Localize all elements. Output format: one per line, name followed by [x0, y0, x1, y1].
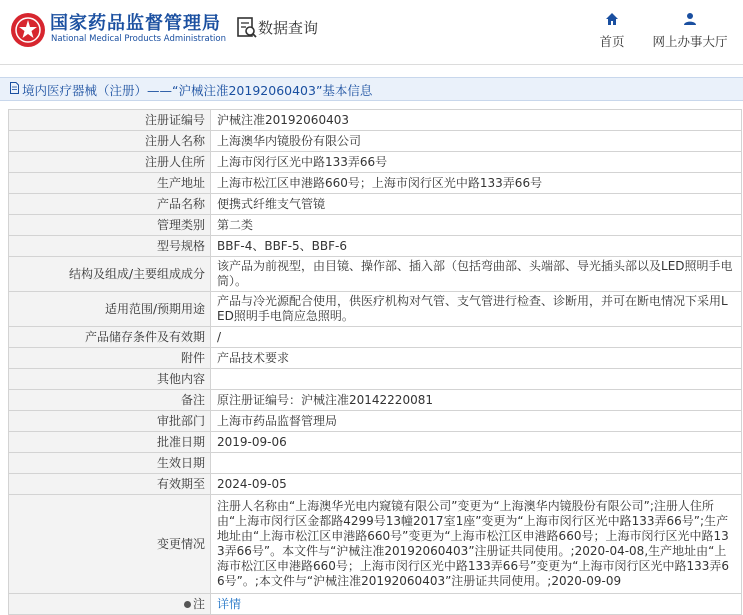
field-value: 上海市药品监督管理局 [211, 411, 742, 432]
field-label: 生产地址 [9, 173, 211, 194]
nav-service-hall-link[interactable] [648, 12, 732, 50]
org-name-cn: 国家药品监督管理局 [50, 13, 221, 34]
table-row [9, 411, 742, 432]
house-icon [605, 12, 619, 26]
field-value [211, 453, 742, 474]
field-value: / [211, 327, 742, 348]
note-label-cell [9, 594, 211, 615]
nav-service-hall-label: 网上办事大厅 [652, 34, 728, 49]
field-label: 注册人名称 [9, 131, 211, 152]
field-value: 便携式纤维支气管镜 [211, 194, 742, 215]
table-row [9, 215, 742, 236]
table-row [9, 474, 742, 495]
registration-info-table [8, 109, 742, 615]
table-row [9, 390, 742, 411]
nav-home-label: 首页 [599, 34, 625, 49]
field-value: 上海市松江区申港路660号；上海市闵行区光中路133弄66号 [211, 173, 742, 194]
field-label: 审批部门 [9, 411, 211, 432]
field-label: 型号规格 [9, 236, 211, 257]
table-row [9, 453, 742, 474]
table-row [9, 110, 742, 131]
document-search-icon [236, 16, 258, 40]
field-label: 变更情况 [9, 495, 211, 594]
field-label: 注册证编号 [9, 110, 211, 131]
field-label: 结构及组成/主要组成成分 [9, 257, 211, 292]
field-label: 备注 [9, 390, 211, 411]
org-name-en: National Medical Products Administration [51, 34, 226, 44]
data-query-title: 数据查询 [258, 19, 319, 37]
table-row [9, 236, 742, 257]
nav-home-link[interactable] [594, 12, 630, 50]
table-row [9, 131, 742, 152]
bulb-icon [184, 601, 191, 608]
field-label: 生效日期 [9, 453, 211, 474]
field-value: 沪械注准20192060403 [211, 110, 742, 131]
table-row [9, 173, 742, 194]
field-value: 注册人名称由“上海澳华光电内窥镜有限公司”变更为“上海澳华内镜股份有限公司”;注册人住所由“上海市闵行区金都路4299号13幢2017室1座”变更为“上海市闵行区光中路133弄66号”;生产地址由“上海市松江区申港路660号”变更为“上海市松江区申港路660号；上海市闵行区光中路133弄66号”。本文件与“沪械注准20192060403”注册证共同使用。;2020-04-08,生产地址由“上海市松江区申港路660号；上海市闵行区光中路133弄66号”变更为“上海市闵行区光中路133弄66号”。;本文件与“沪械注准20192060403”注册证共同使用。;2020-09-09 [211, 495, 742, 594]
field-value [211, 369, 742, 390]
field-value: 2024-09-05 [211, 474, 742, 495]
note-label: 注 [192, 596, 205, 611]
field-label: 产品名称 [9, 194, 211, 215]
table-row [9, 348, 742, 369]
table-row [9, 495, 742, 594]
table-row [9, 369, 742, 390]
field-label: 附件 [9, 348, 211, 369]
table-row [9, 327, 742, 348]
field-label: 管理类别 [9, 215, 211, 236]
nmpa-emblem-icon [10, 12, 46, 48]
table-row [9, 152, 742, 173]
table-row [9, 292, 742, 327]
person-icon [683, 12, 697, 26]
field-value: 上海市闵行区光中路133弄66号 [211, 152, 742, 173]
field-label: 有效期至 [9, 474, 211, 495]
field-value: 上海澳华内镜股份有限公司 [211, 131, 742, 152]
table-row [9, 194, 742, 215]
field-value: 原注册证编号：沪械注准20142220081 [211, 390, 742, 411]
table-row [9, 257, 742, 292]
note-row [9, 594, 742, 615]
site-header [0, 0, 743, 65]
field-label: 产品储存条件及有效期 [9, 327, 211, 348]
record-title-bar [0, 77, 743, 101]
field-value: 第二类 [211, 215, 742, 236]
field-value: 产品技术要求 [211, 348, 742, 369]
record-title: 境内医疗器械（注册）——“沪械注准20192060403”基本信息 [22, 83, 373, 98]
field-label: 批准日期 [9, 432, 211, 453]
field-label: 其他内容 [9, 369, 211, 390]
details-link[interactable]: 详情 [217, 596, 242, 611]
field-label: 适用范围/预期用途 [9, 292, 211, 327]
field-value: BBF-4、BBF-5、BBF-6 [211, 236, 742, 257]
field-label: 注册人住所 [9, 152, 211, 173]
field-value: 产品与冷光源配合使用，供医疗机构对气管、支气管进行检查、诊断用，并可在断电情况下采用LED照明手电筒应急照明。 [211, 292, 742, 327]
document-icon [10, 82, 19, 94]
note-value-cell [211, 594, 742, 615]
field-value: 2019-09-06 [211, 432, 742, 453]
field-value: 该产品为前视型，由目镜、操作部、插入部（包括弯曲部、头端部、导光插头部以及LED照明手电筒）。 [211, 257, 742, 292]
table-row [9, 432, 742, 453]
